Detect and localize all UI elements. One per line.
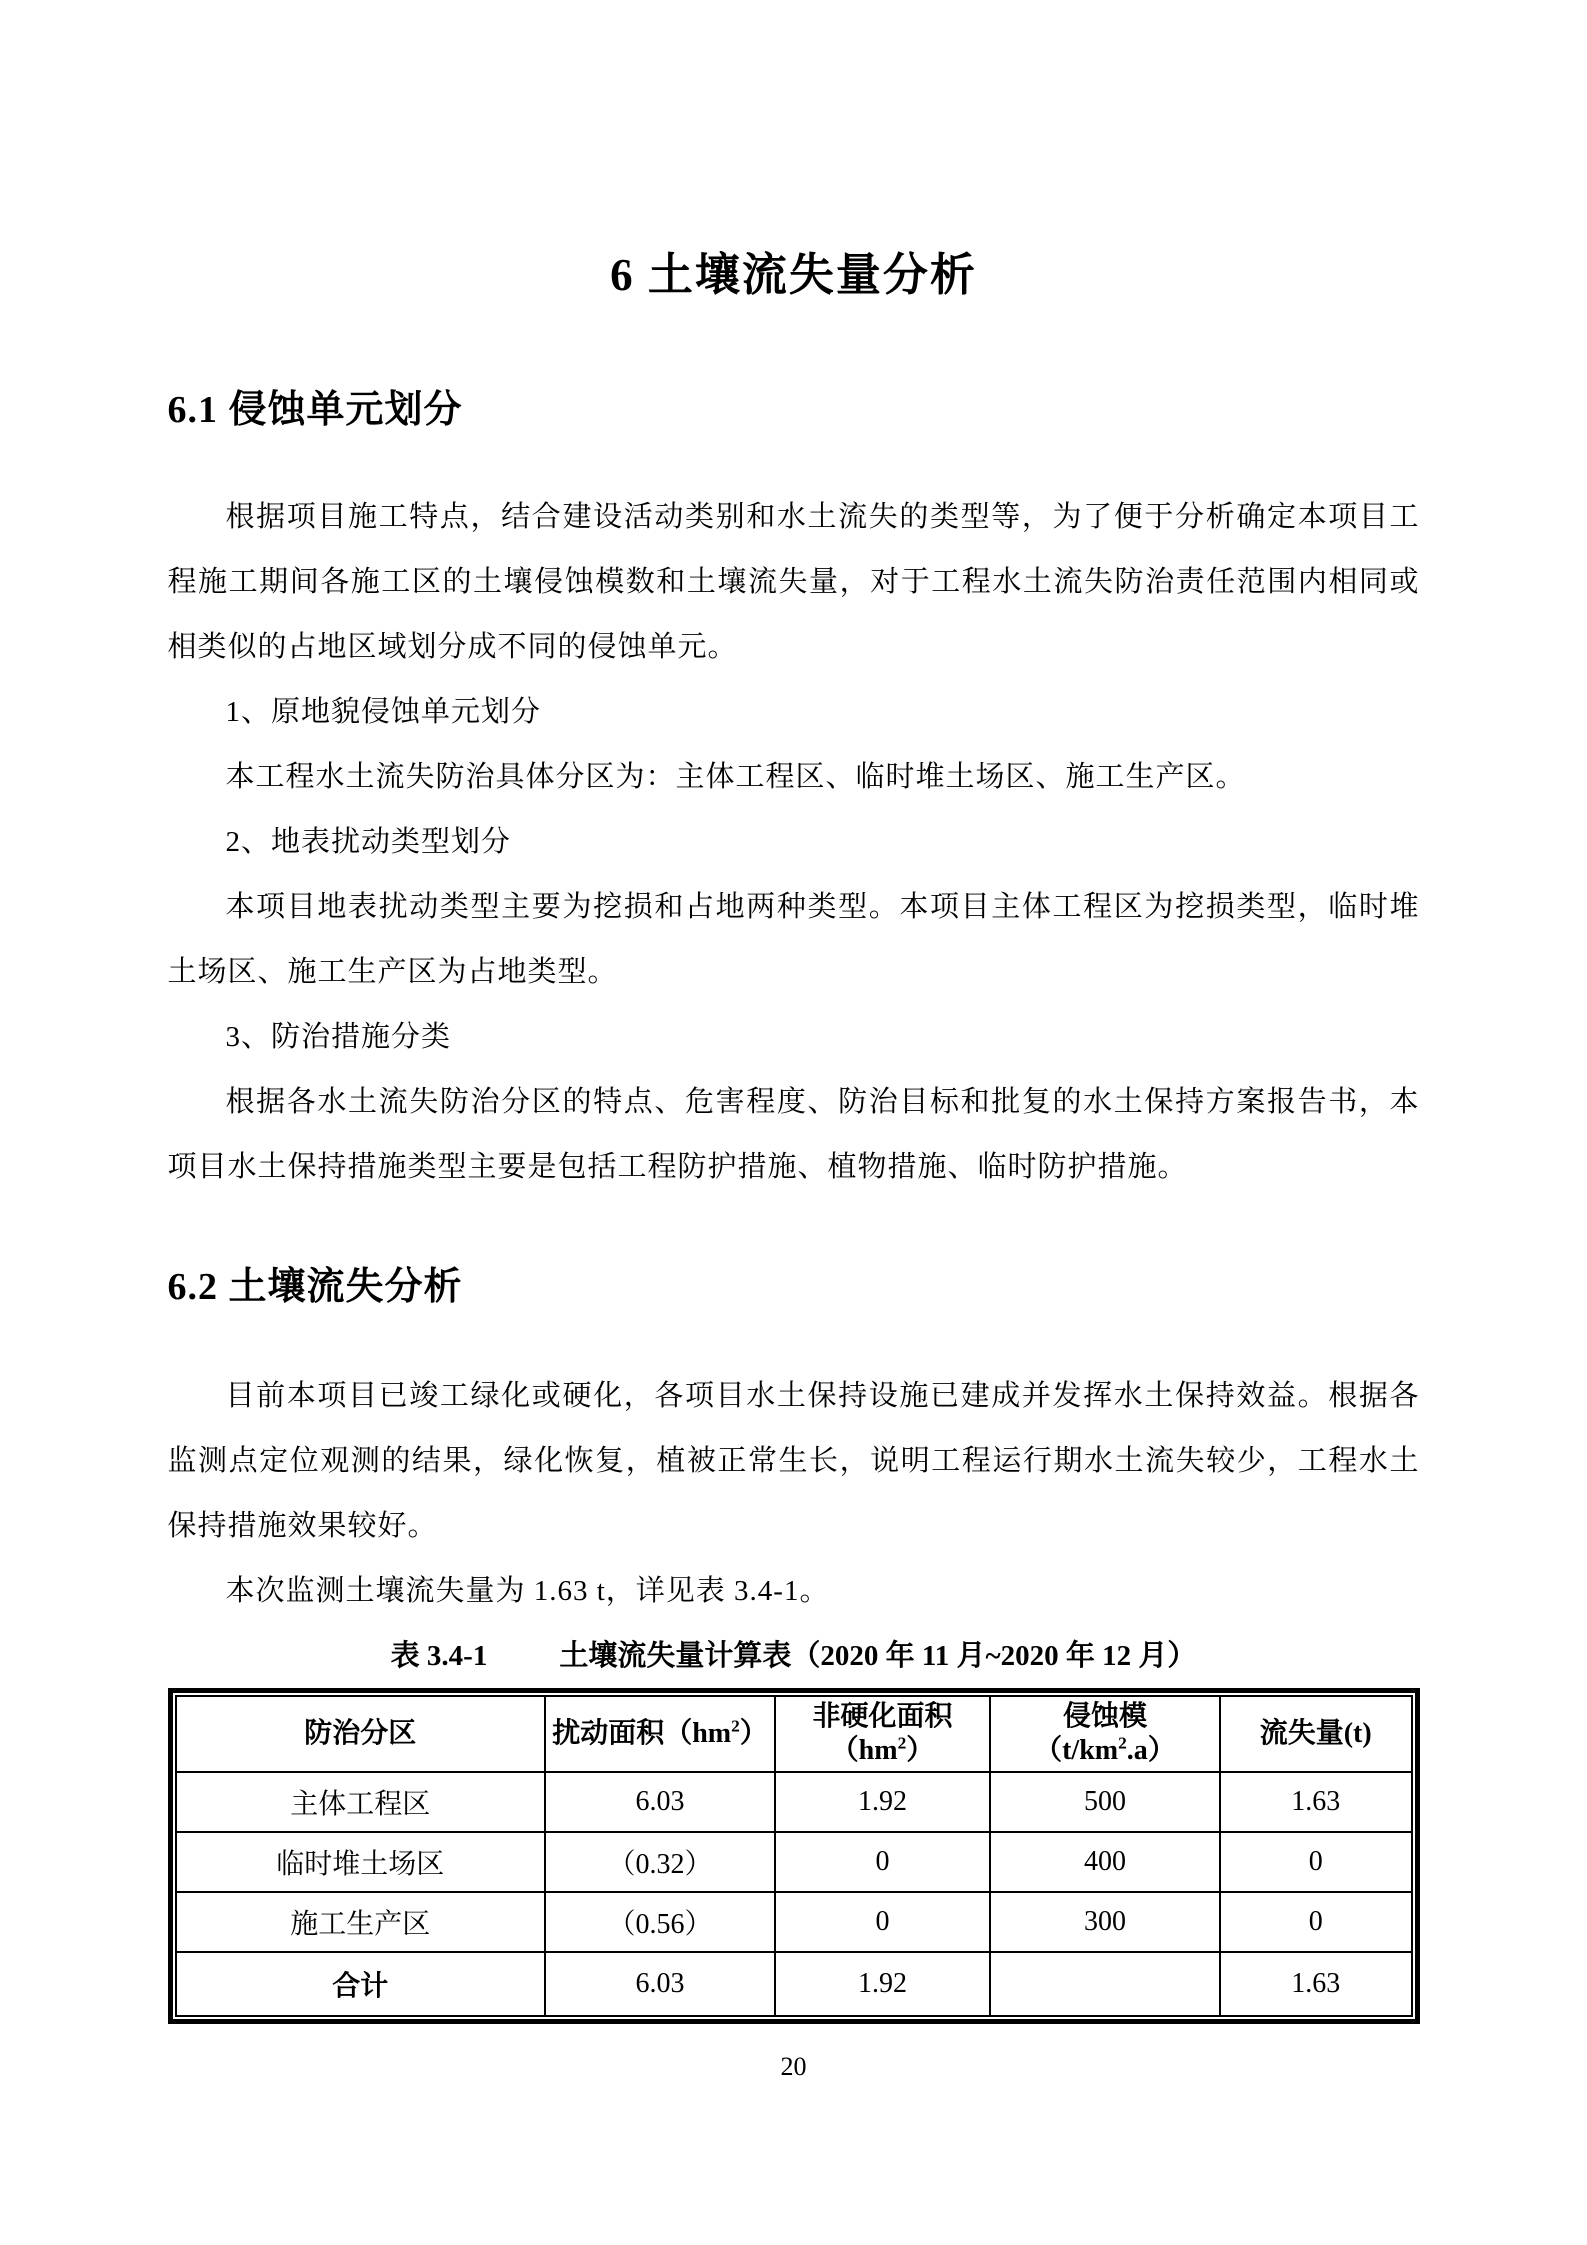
cell-zone: 临时堆土场区 bbox=[176, 1832, 546, 1892]
column-header-unhardened-area: 非硬化面积 $(hm^2)$ bbox=[775, 1696, 990, 1772]
paragraph: 本项目地表扰动类型主要为挖损和占地两种类型。本项目主体工程区为挖损类型，临时堆土场区、施工生产区为占地类型。 bbox=[167, 891, 1420, 988]
cell-disturbed: （0.56） bbox=[545, 1892, 775, 1952]
table-row bbox=[176, 1892, 1412, 1952]
cell-zone: 施工生产区 bbox=[176, 1892, 546, 1952]
paragraph: 本次监测土壤流失量为 1.63 t，详见表 3.4-1。 bbox=[225, 1575, 830, 1607]
list-item-heading: 3、防治措施分类 bbox=[225, 1021, 452, 1053]
list-item-heading: 2、地表扰动类型划分 bbox=[225, 826, 512, 858]
cell-loss: 0 bbox=[1220, 1892, 1412, 1952]
cell-disturbed: 6.03 bbox=[545, 1772, 775, 1832]
paragraph: 目前本项目已竣工绿化或硬化，各项目水土保持设施已建成并发挥水土保持效益。根据各监测点定位观测的结果，绿化恢复，植被正常生长，说明工程运行期水土流失较少，工程水土保持措施效果较好。 bbox=[167, 1380, 1420, 1542]
cell-modulus bbox=[990, 1952, 1220, 2016]
page-content bbox=[168, 385, 1420, 2084]
table-caption-title: 土壤流失量计算表（2020 年 11 月~2020 年 12 月） bbox=[559, 1640, 1197, 1672]
cell-zone: 主体工程区 bbox=[176, 1772, 546, 1832]
table-caption bbox=[168, 1636, 1420, 1676]
cell-unhardened: 1.92 bbox=[775, 1952, 990, 2016]
cell-unhardened: 1.92 bbox=[775, 1772, 990, 1832]
column-header-zone: 防治分区 bbox=[176, 1696, 546, 1772]
cell-modulus: 300 bbox=[990, 1892, 1220, 1952]
section-heading-6-1: 6.1 侵蚀单元划分 bbox=[167, 389, 463, 431]
column-header-erosion-modulus: 侵蚀模 $(t/km^2.a)$ bbox=[990, 1696, 1220, 1772]
cell-loss: 1.63 bbox=[1220, 1772, 1412, 1832]
page-number: 20 bbox=[780, 2052, 807, 2081]
list-item-heading: 1、原地貌侵蚀单元划分 bbox=[225, 696, 542, 728]
paragraph: 本工程水土流失防治具体分区为：主体工程区、临时堆土场区、施工生产区。 bbox=[225, 761, 1246, 793]
section-6-2-body bbox=[168, 1364, 1420, 1624]
table-row-total bbox=[176, 1952, 1412, 2016]
paragraph: 根据项目施工特点，结合建设活动类别和水土流失的类型等，为了便于分析确定本项目工程施工期间各施工区的土壤侵蚀模数和土壤流失量，对于工程水土流失防治责任范围内相同或相类似的占地区域划分成不同的侵蚀单元。 bbox=[167, 501, 1420, 663]
cell-modulus: 400 bbox=[990, 1832, 1220, 1892]
section-6-1-body bbox=[168, 485, 1420, 1200]
table-row bbox=[176, 1832, 1412, 1892]
paragraph: 根据各水土流失防治分区的特点、危害程度、防治目标和批复的水土保持方案报告书，本项目水土保持措施类型主要是包括工程防护措施、植物措施、临时防护措施。 bbox=[167, 1086, 1420, 1183]
cell-loss: 0 bbox=[1220, 1832, 1412, 1892]
cell-disturbed: 6.03 bbox=[545, 1952, 775, 2016]
cell-loss: 1.63 bbox=[1220, 1952, 1412, 2016]
column-header-disturbed-area: 扰动面积$(hm^2)$ bbox=[545, 1696, 775, 1772]
cell-disturbed: （0.32） bbox=[545, 1832, 775, 1892]
column-header-soil-loss: 流失量(t) bbox=[1220, 1696, 1412, 1772]
soil-loss-table bbox=[168, 1688, 1420, 2024]
cell-unhardened: 0 bbox=[775, 1832, 990, 1892]
cell-zone: 合计 bbox=[176, 1952, 546, 2016]
table-row bbox=[176, 1772, 1412, 1832]
cell-unhardened: 0 bbox=[775, 1892, 990, 1952]
section-heading-6-2: 6.2 土壤流失分析 bbox=[167, 1266, 463, 1308]
cell-modulus: 500 bbox=[990, 1772, 1220, 1832]
table-caption-number: 表 3.4-1 bbox=[390, 1640, 488, 1672]
table-header-row bbox=[176, 1696, 1412, 1772]
page-title: 6 土壤流失量分析 bbox=[610, 250, 977, 300]
